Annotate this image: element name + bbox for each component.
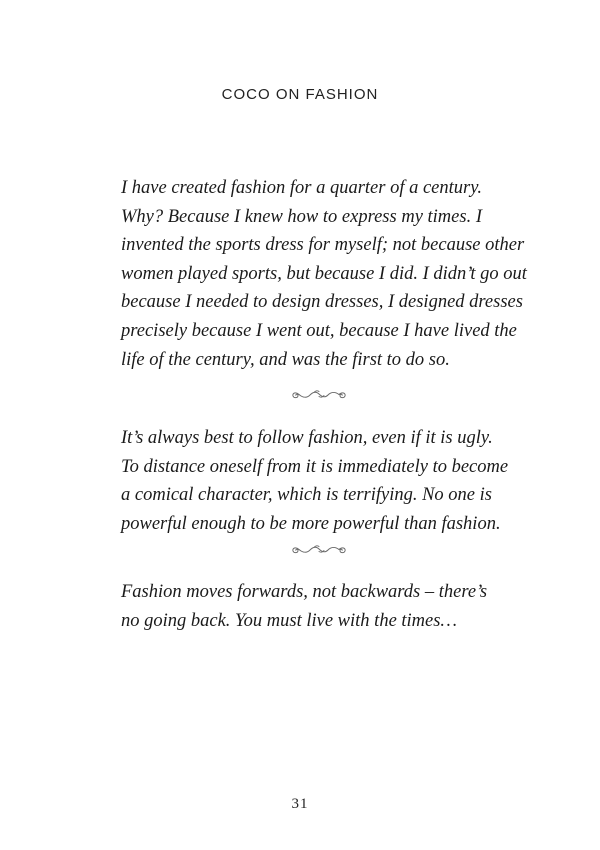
quote-3-line-2: no going back. You must live with the times… — [121, 610, 457, 631]
quote-1-line-2: Why? Because I knew how to express my times. I — [121, 206, 482, 227]
quote-2-line-2: To distance oneself from it is immediately to become — [121, 456, 509, 477]
flourish-ornament-icon — [290, 386, 348, 402]
quote-1-line-6: precisely because I went out, because I have lived the — [121, 320, 517, 341]
quote-2-line-3: a comical character, which is terrifying. No one is — [121, 485, 492, 506]
page-number: 31 — [291, 796, 309, 812]
quote-1-line-4: women played sports, but because I did. I didn’t go out — [121, 263, 527, 284]
quote-1-line-7: life of the century, and was the first to do so. — [121, 349, 450, 370]
quote-2-line-4: powerful enough to be more powerful than fashion. — [121, 513, 501, 534]
flourish-ornament-icon — [290, 541, 348, 557]
quote-2 — [121, 424, 541, 538]
quote-1-line-1: I have created fashion for a quarter of a century. — [121, 178, 483, 198]
quote-3 — [121, 578, 541, 635]
quote-1-line-5: because I needed to design dresses, I designed dresses — [121, 292, 523, 313]
quote-1-line-3: invented the sports dress for myself; not because other — [121, 235, 525, 256]
running-head: COCO ON FASHION — [221, 86, 379, 103]
quote-1 — [121, 174, 541, 374]
quote-3-line-1: Fashion moves forwards, not backwards – there’s — [121, 582, 488, 602]
quote-2-line-1: It’s always best to follow fashion, even if it is ugly. — [121, 428, 493, 448]
